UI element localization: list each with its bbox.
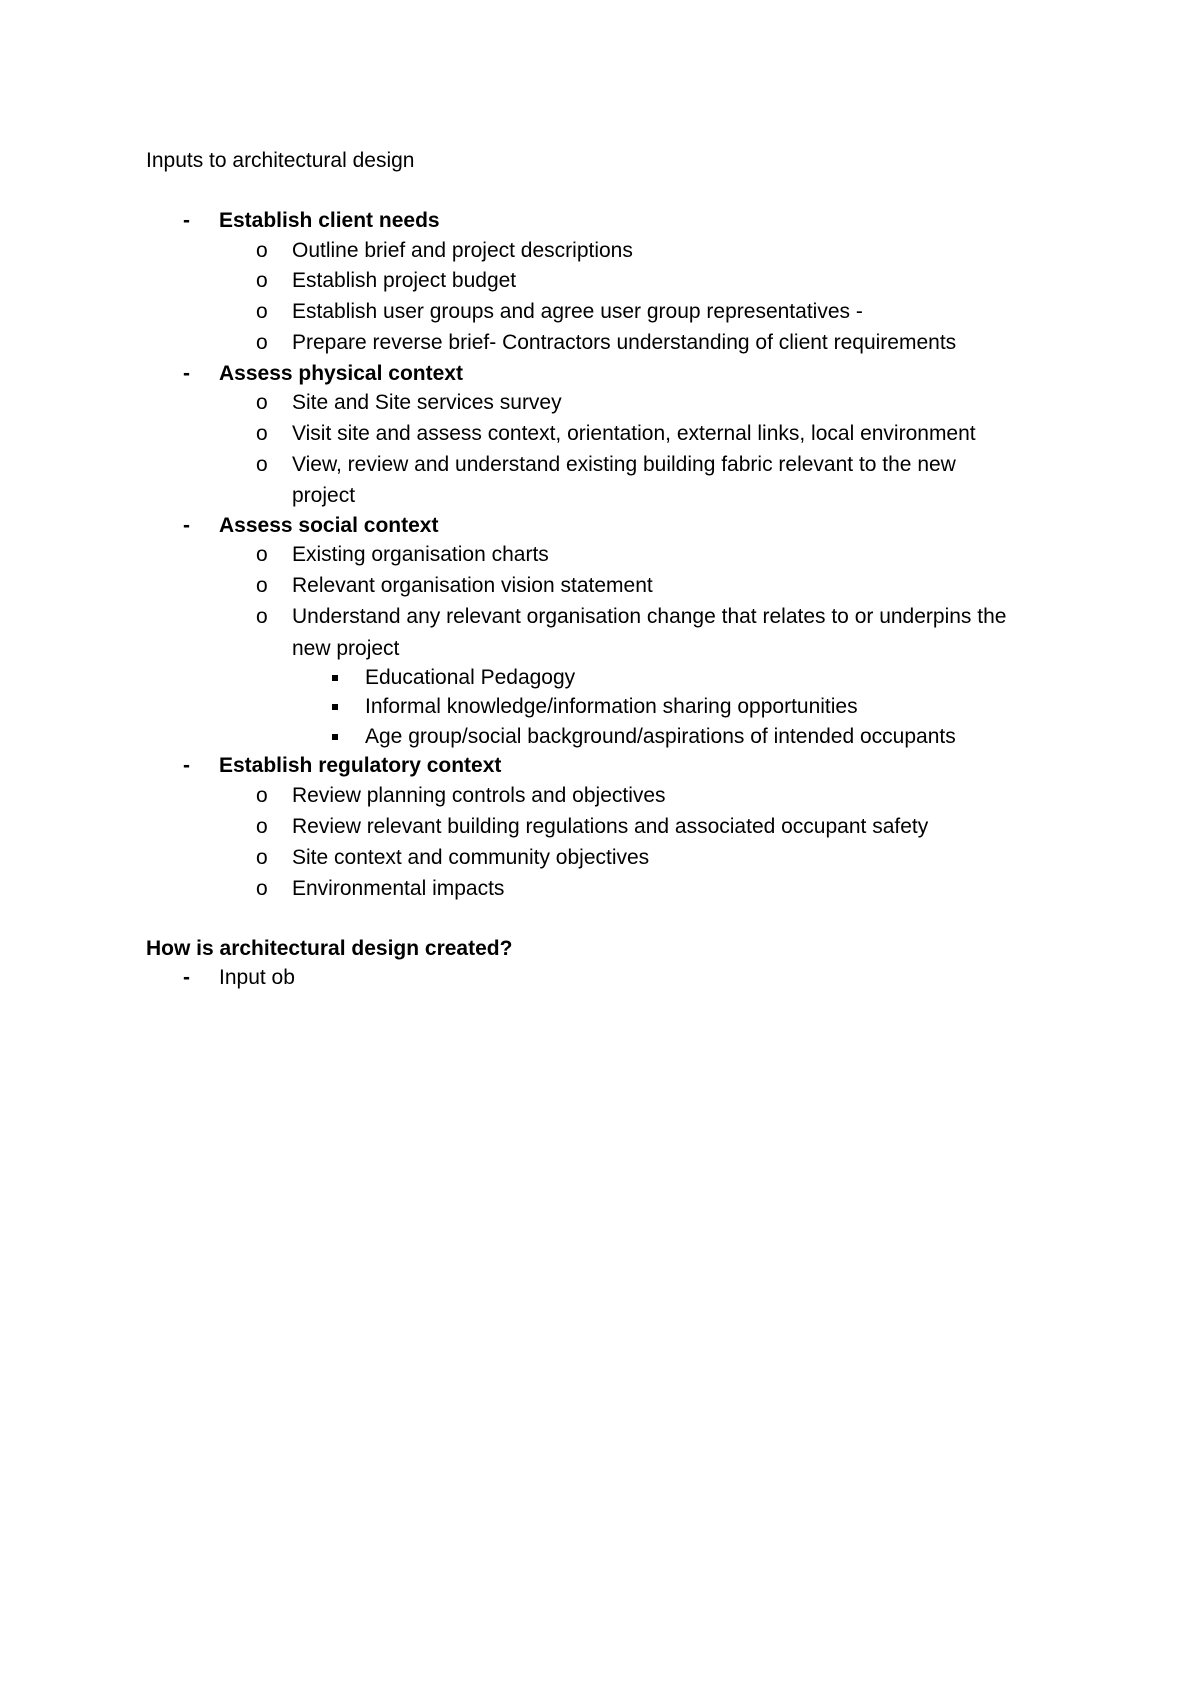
list-item-continuation: project xyxy=(292,484,356,507)
circle-bullet: o xyxy=(256,453,268,476)
list-item: Visit site and assess context, orientation, external links, local environment xyxy=(292,422,976,445)
circle-bullet: o xyxy=(256,815,268,838)
square-bullet-icon xyxy=(332,704,338,710)
list-item: Environmental impacts xyxy=(292,877,505,900)
circle-bullet: o xyxy=(256,574,268,597)
dash-bullet: - xyxy=(183,362,190,385)
list-item: Site context and community objectives xyxy=(292,846,650,869)
dash-bullet: - xyxy=(183,966,190,989)
square-bullet-icon xyxy=(332,734,338,740)
sub-list-item: Educational Pedagogy xyxy=(365,666,576,689)
circle-bullet: o xyxy=(256,331,268,354)
circle-bullet: o xyxy=(256,391,268,414)
sub-list-item: Informal knowledge/information sharing opportunities xyxy=(365,695,858,718)
dash-bullet: - xyxy=(183,209,190,232)
circle-bullet: o xyxy=(256,605,268,628)
list-item: Understand any relevant organisation change that relates to or underpins the xyxy=(292,605,1007,628)
square-bullet-icon xyxy=(332,675,338,681)
circle-bullet: o xyxy=(256,877,268,900)
list-item: Establish project budget xyxy=(292,269,517,292)
list-item: Review planning controls and objectives xyxy=(292,784,666,807)
circle-bullet: o xyxy=(256,269,268,292)
question-heading: How is architectural design created? xyxy=(146,937,513,960)
sub-list-item: Age group/social background/aspirations of intended occupants xyxy=(365,725,956,748)
list-item: Site and Site services survey xyxy=(292,391,562,414)
section-heading: Establish client needs xyxy=(219,209,440,232)
list-item-continuation: new project xyxy=(292,637,400,660)
section-heading: Assess physical context xyxy=(219,362,463,385)
list-item: Relevant organisation vision statement xyxy=(292,574,653,597)
section-heading: Assess social context xyxy=(219,514,439,537)
document-title: Inputs to architectural design xyxy=(146,149,415,172)
circle-bullet: o xyxy=(256,300,268,323)
circle-bullet: o xyxy=(256,422,268,445)
dash-bullet: - xyxy=(183,514,190,537)
list-item: Prepare reverse brief- Contractors understanding of client requirements xyxy=(292,331,957,354)
list-item: Establish user groups and agree user group representatives - xyxy=(292,300,863,323)
circle-bullet: o xyxy=(256,239,268,262)
list-item: Input ob xyxy=(219,966,295,989)
section-heading: Establish regulatory context xyxy=(219,754,502,777)
list-item: Outline brief and project descriptions xyxy=(292,239,633,262)
circle-bullet: o xyxy=(256,784,268,807)
list-item: Existing organisation charts xyxy=(292,543,549,566)
list-item: View, review and understand existing building fabric relevant to the new xyxy=(292,453,956,476)
circle-bullet: o xyxy=(256,543,268,566)
dash-bullet: - xyxy=(183,754,190,777)
list-item: Review relevant building regulations and associated occupant safety xyxy=(292,815,929,838)
circle-bullet: o xyxy=(256,846,268,869)
